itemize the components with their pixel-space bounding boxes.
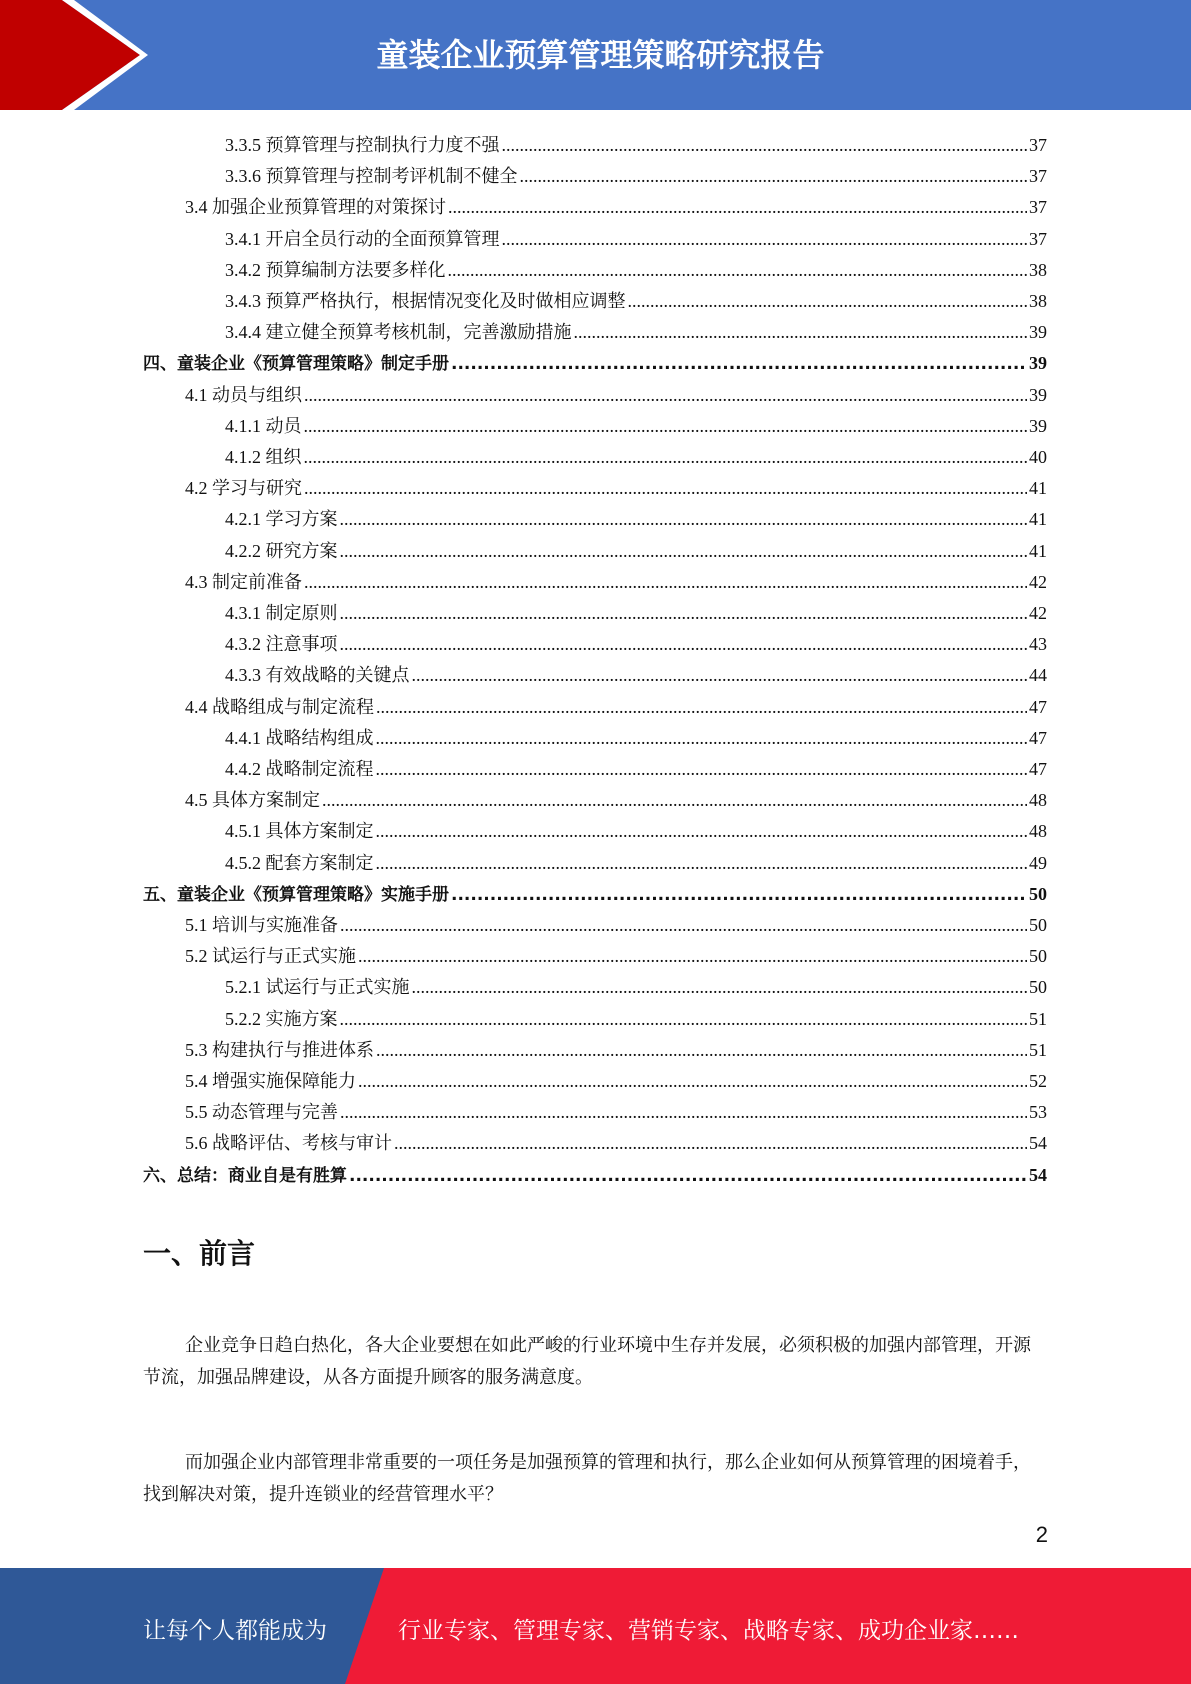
toc-entry-label: 5.6 战略评估、考核与审计 xyxy=(185,1133,392,1154)
toc-leader-dots xyxy=(520,166,1028,187)
toc-leader-dots xyxy=(340,634,1028,655)
toc-page-number: 42 xyxy=(1029,603,1047,623)
toc-entry-label: 4.4.2 战略制定流程 xyxy=(225,759,374,779)
toc-entry[interactable] xyxy=(225,131,1047,159)
toc-leader-dots xyxy=(340,1102,1027,1123)
toc-entry-label: 4.4.1 战略结构组成 xyxy=(225,727,374,748)
toc-entry-label: 4.2.1 学习方案 xyxy=(225,509,338,530)
toc-page-number: 53 xyxy=(1029,1102,1047,1123)
toc-page-number: 52 xyxy=(1029,1071,1047,1091)
toc-page-number: 41 xyxy=(1029,540,1047,561)
toc-entry-label: 3.4.1 开启全员行动的全面预算管理 xyxy=(225,228,500,249)
toc-leader-dots xyxy=(340,541,1028,562)
report-title: 童装企业预算管理策略研究报告 xyxy=(376,36,825,74)
toc-entry-label: 4.3.2 注意事项 xyxy=(225,634,338,655)
toc-leader-dots xyxy=(322,790,1027,811)
toc-entry[interactable] xyxy=(185,942,1047,970)
toc-entry-label: 3.4.3 预算严格执行，根据情况变化及时做相应调整 xyxy=(225,291,626,311)
toc-page-number: 41 xyxy=(1029,478,1047,499)
toc-entry-label: 五、童装企业《预算管理策略》实施手册 xyxy=(143,884,449,905)
toc-entry-label: 3.4.2 预算编制方法要多样化 xyxy=(225,259,446,280)
toc-entry[interactable] xyxy=(185,193,1047,221)
toc-entry[interactable] xyxy=(225,443,1047,471)
toc-leader-dots xyxy=(376,728,1028,749)
toc-leader-dots xyxy=(412,665,1028,686)
toc-leader-dots xyxy=(358,1071,1027,1092)
toc-page-number: 37 xyxy=(1029,197,1047,218)
toc-entry-label: 5.5 动态管理与完善 xyxy=(185,1102,338,1123)
toc-entry[interactable] xyxy=(185,474,1047,502)
toc-entry-label: 4.1.2 组织 xyxy=(225,447,302,467)
toc-entry[interactable] xyxy=(143,1161,1047,1189)
toc-entry-label: 六、总结：商业自是有胜算 xyxy=(143,1165,347,1186)
toc-page-number: 43 xyxy=(1029,634,1047,655)
toc-page-number: 54 xyxy=(1029,1164,1047,1185)
toc-page-number: 47 xyxy=(1029,727,1047,748)
toc-leader-dots xyxy=(376,759,1028,780)
toc-entry[interactable] xyxy=(185,1098,1047,1126)
toc-leader-dots xyxy=(340,509,1028,530)
toc-entry[interactable] xyxy=(225,599,1047,627)
toc-entry[interactable] xyxy=(225,724,1047,752)
toc-entry-label: 4.3.1 制定原则 xyxy=(225,603,338,623)
footer-slogan-left: 让每个人都能成为 xyxy=(143,1618,327,1644)
page-footer xyxy=(0,1568,1191,1684)
toc-entry-label: 3.3.5 预算管理与控制执行力度不强 xyxy=(225,135,500,155)
toc-entry-label: 5.1 培训与实施准备 xyxy=(185,915,338,935)
toc-entry[interactable] xyxy=(225,817,1047,845)
toc-entry[interactable] xyxy=(225,755,1047,783)
toc-page-number: 54 xyxy=(1029,1133,1047,1154)
toc-entry-label: 3.4.4 建立健全预算考核机制，完善激励措施 xyxy=(225,322,572,343)
toc-entry[interactable] xyxy=(143,880,1047,908)
section-heading: 一、前言 xyxy=(143,1237,256,1270)
toc-entry-label: 4.3.3 有效战略的关键点 xyxy=(225,665,410,686)
toc-entry[interactable] xyxy=(225,630,1047,658)
toc-page-number: 38 xyxy=(1029,259,1047,280)
toc-entry[interactable] xyxy=(185,693,1047,721)
toc-leader-dots xyxy=(502,229,1028,250)
toc-page-number: 39 xyxy=(1029,384,1047,405)
toc-leader-dots xyxy=(304,447,1028,468)
page-number: 2 xyxy=(1035,1522,1048,1547)
toc-leader-dots xyxy=(340,1009,1028,1030)
toc-page-number: 37 xyxy=(1029,166,1047,187)
toc-entry-label: 4.4 战略组成与制定流程 xyxy=(185,696,374,717)
toc-leader-dots xyxy=(349,1166,1027,1186)
paragraph: 而加强企业内部管理非常重要的一项任务是加强预算的管理和执行，那么企业如何从预算管理的困境着手，找到解决对策，提升连锁业的经营管理水平？ xyxy=(143,1452,1031,1504)
toc-entry[interactable] xyxy=(185,911,1047,939)
toc-leader-dots xyxy=(304,416,1028,437)
toc-entry[interactable] xyxy=(185,1129,1047,1157)
toc-entry[interactable] xyxy=(143,349,1047,377)
toc-entry-label: 5.2 试运行与正式实施 xyxy=(185,946,356,967)
toc-leader-dots xyxy=(574,322,1028,343)
toc-page-number: 44 xyxy=(1029,665,1047,686)
toc-entry[interactable] xyxy=(185,1036,1047,1064)
toc-leader-dots xyxy=(304,385,1027,406)
toc-page-number: 48 xyxy=(1029,790,1047,811)
toc-page-number: 47 xyxy=(1029,759,1047,779)
toc-page-number: 50 xyxy=(1029,946,1047,967)
toc-entry[interactable] xyxy=(225,505,1047,533)
toc-leader-dots xyxy=(376,1040,1027,1061)
toc-entry-label: 4.3 制定前准备 xyxy=(185,571,302,592)
toc-entry-label: 4.5.2 配套方案制定 xyxy=(225,852,374,873)
toc-entry-label: 4.2 学习与研究 xyxy=(185,478,302,499)
toc-entry[interactable] xyxy=(225,1005,1047,1033)
toc-leader-dots xyxy=(451,885,1027,905)
toc-entry[interactable] xyxy=(225,256,1047,284)
toc-entry-label: 4.1.1 动员 xyxy=(225,415,302,436)
toc-page-number: 50 xyxy=(1029,977,1047,998)
toc-leader-dots xyxy=(304,572,1027,593)
toc-entry[interactable] xyxy=(225,225,1047,253)
toc-page-number: 39 xyxy=(1029,353,1047,374)
toc-entry-label: 5.2.2 实施方案 xyxy=(225,1008,338,1029)
toc-page-number: 51 xyxy=(1029,1039,1047,1060)
toc-leader-dots xyxy=(358,946,1027,967)
toc-entry-label: 5.4 增强实施保障能力 xyxy=(185,1071,356,1091)
toc-entry[interactable] xyxy=(185,381,1047,409)
toc-leader-dots xyxy=(628,291,1028,312)
paragraph: 企业竞争日趋白热化，各大企业要想在如此严峻的行业环境中生存并发展，必须积极的加强内部管理，开源节流，加强品牌建设，从各方面提升顾客的服务满意度。 xyxy=(143,1335,1031,1387)
toc-page-number: 39 xyxy=(1029,415,1047,436)
toc-page-number: 51 xyxy=(1029,1008,1047,1029)
toc-leader-dots xyxy=(304,478,1027,499)
toc-entry-label: 5.3 构建执行与推进体系 xyxy=(185,1039,374,1060)
toc-entry[interactable] xyxy=(225,412,1047,440)
toc-entry[interactable] xyxy=(225,973,1047,1001)
toc-page-number: 41 xyxy=(1029,509,1047,530)
toc-leader-dots xyxy=(376,821,1028,842)
toc-entry[interactable] xyxy=(225,537,1047,565)
footer-slogan-right: 行业专家、管理专家、营销专家、战略专家、成功企业家…… xyxy=(398,1618,1019,1644)
toc-entry[interactable] xyxy=(225,162,1047,190)
toc-leader-dots xyxy=(376,697,1027,718)
toc-leader-dots xyxy=(502,135,1028,156)
toc-leader-dots xyxy=(448,197,1027,218)
toc-page-number: 38 xyxy=(1029,291,1047,311)
toc-page-number: 42 xyxy=(1029,571,1047,592)
toc-leader-dots xyxy=(340,603,1028,624)
toc-entry[interactable] xyxy=(225,849,1047,877)
toc-page-number: 47 xyxy=(1029,696,1047,717)
toc-leader-dots xyxy=(376,853,1028,874)
toc-page-number: 37 xyxy=(1029,135,1047,155)
toc-leader-dots xyxy=(448,260,1028,281)
toc-page-number: 37 xyxy=(1029,228,1047,249)
toc-page-number: 39 xyxy=(1029,322,1047,343)
toc-leader-dots xyxy=(412,977,1028,998)
toc-entry[interactable] xyxy=(185,568,1047,596)
toc-entry[interactable] xyxy=(225,318,1047,346)
toc-page-number: 40 xyxy=(1029,447,1047,467)
toc-leader-dots xyxy=(451,354,1027,374)
toc-page-number: 50 xyxy=(1029,915,1047,935)
toc-leader-dots xyxy=(340,915,1027,936)
toc-entry[interactable] xyxy=(185,786,1047,814)
toc-entry-label: 4.2.2 研究方案 xyxy=(225,540,338,561)
toc-entry-label: 4.5 具体方案制定 xyxy=(185,790,320,811)
toc-entry-label: 4.5.1 具体方案制定 xyxy=(225,821,374,842)
toc-entry[interactable] xyxy=(225,287,1047,315)
toc-page-number: 48 xyxy=(1029,821,1047,842)
toc-entry[interactable] xyxy=(185,1067,1047,1095)
toc-page-number: 49 xyxy=(1029,852,1047,873)
toc-page-number: 50 xyxy=(1029,883,1047,904)
page-header xyxy=(0,0,1191,110)
toc-entry-label: 5.2.1 试运行与正式实施 xyxy=(225,977,410,998)
toc-entry[interactable] xyxy=(225,661,1047,689)
toc-leader-dots xyxy=(394,1133,1027,1154)
toc-entry-label: 四、童装企业《预算管理策略》制定手册 xyxy=(143,354,449,375)
toc-entry-label: 3.3.6 预算管理与控制考评机制不健全 xyxy=(225,166,518,187)
toc-entry-label: 3.4 加强企业预算管理的对策探讨 xyxy=(185,197,446,218)
toc-entry-label: 4.1 动员与组织 xyxy=(185,384,302,405)
